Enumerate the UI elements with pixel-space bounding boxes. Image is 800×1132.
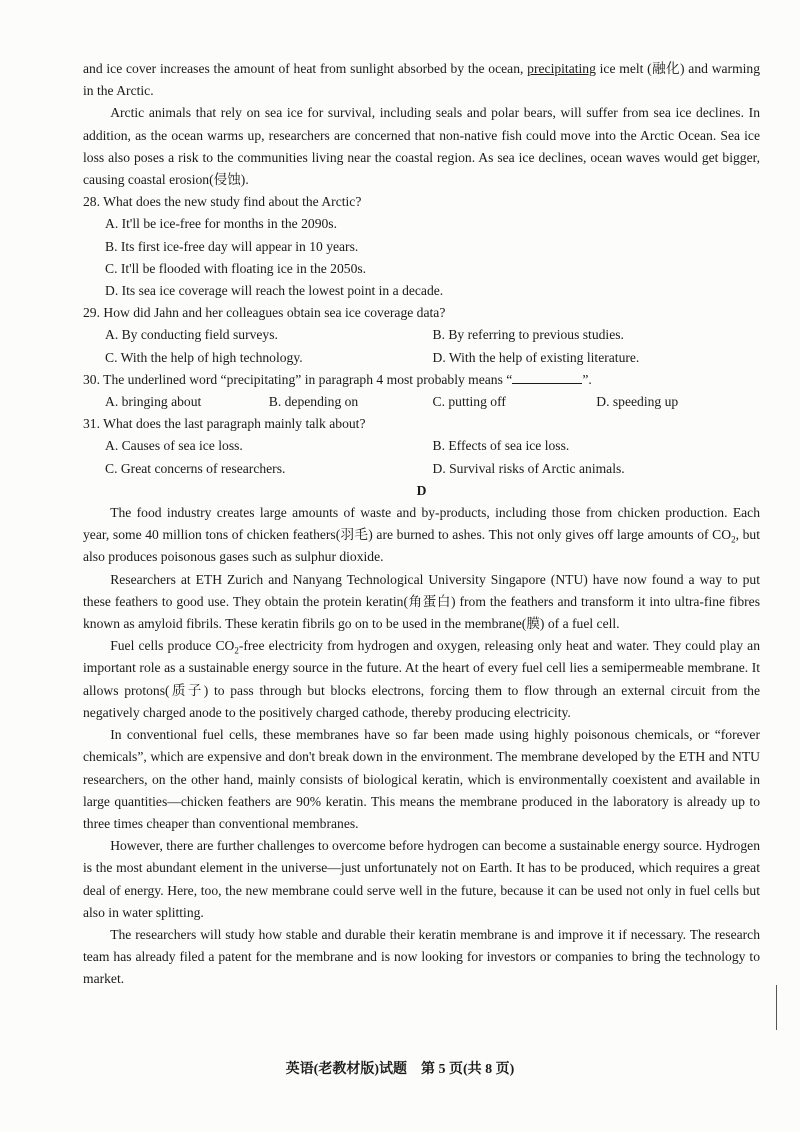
answer-blank [512, 369, 582, 384]
option-b[interactable]: B. depending on [268, 394, 359, 410]
option-b[interactable]: B. By referring to previous studies. [432, 327, 624, 343]
option-d[interactable]: D. Survival risks of Arctic animals. [432, 460, 625, 476]
option-c[interactable]: C. putting off [432, 394, 506, 410]
question-29 [83, 302, 760, 369]
exam-page [83, 58, 760, 991]
question-stem: 30. The underlined word “precipitating” in paragraph 4 most probably means “ ”. [83, 369, 760, 391]
question-31 [83, 413, 760, 480]
section-title: D [416, 482, 427, 498]
passage-c-paragraph-4: and ice cover increases the amount of heat from sunlight absorbed by the ocean, precipitating ice melt (融化) and warming in the Arctic. [83, 61, 761, 99]
passage-d-paragraph-4: In conventional fuel cells, these membranes have so far been made using highly poisonous chemicals, or “forever chemicals”, which are expensive and don't break down in the environment. The membrane developed by the ETH and NTU researchers, on the other hand, mainly consists of biological keratin, which is environmentally coexistent and available in large quantities—chicken feathers are 90% keratin. This means the membrane produced in the laboratory is already up to three times cheaper than conventional membranes. [83, 727, 760, 831]
page-footer: 英语(老教材版)试题 第 5 页(共 8 页) [285, 1062, 515, 1077]
option-a[interactable]: A. Causes of sea ice loss. [105, 438, 243, 454]
passage-d-paragraph-5: However, there are further challenges to overcome before hydrogen can become a sustainable energy source. Hydrogen is the most abundant element in the universe—just unfortunately not on Earth. It has to be produced, which requires a great deal of energy. Here, too, the new membrane could serve well in the future, because it can be used not only in fuel cells but also in water splitting. [83, 838, 760, 920]
question-stem: 28. What does the new study find about the Arctic? [83, 194, 362, 210]
underlined-word: precipitating [527, 61, 596, 76]
option-d[interactable]: D. With the help of existing literature. [432, 349, 640, 365]
passage-d-paragraph-6: The researchers will study how stable and durable their keratin membrane is and improve it if necessary. The research team has already filed a patent for the membrane and is now looking for investors or companies to bring the technology to market. [83, 926, 760, 987]
passage-d-paragraph-1: The food industry creates large amounts of waste and by-products, including those from chicken production. Each year, some 40 million tons of chicken feathers(羽毛) are burned to ashes. This not only gives off large amounts of $CO_2$, but also produces poisonous gases such as sulphur dioxide. [83, 505, 761, 565]
passage-c-last-paragraph: Arctic animals that rely on sea ice for survival, including seals and polar bears, will suffer from sea ice declines. In addition, as the ocean warms up, researchers are concerned that non-native fish could move into the Arctic Ocean. Sea ice loss also poses a risk to the communities living near the coastal region. As sea ice declines, ocean waves would get bigger, causing coastal erosion(侵蚀). [83, 105, 760, 188]
passage-d-paragraph-3: Fuel cells produce $CO_2$-free electricity from hydrogen and oxygen, releasing only heat and water. They could play an important role as a sustainable energy source in the future. At the heart of every fuel cell lies a semipermeable membrane. It allows protons(质子) to pass through but blocks electrons, forcing them to flow through an external circuit from the negatively charged anode to the positively charged cathode, thereby producing electricity. [83, 638, 760, 720]
option-b[interactable]: B. Its first ice-free day will appear in 10 years. [105, 238, 359, 254]
question-stem: 29. How did Jahn and her colleagues obtain sea ice coverage data? [83, 305, 446, 321]
margin-rule [776, 985, 777, 1030]
option-c[interactable]: C. Great concerns of researchers. [105, 460, 286, 476]
option-d[interactable]: D. Its sea ice coverage will reach the lowest point in a decade. [105, 283, 444, 299]
passage-d-paragraph-2: Researchers at ETH Zurich and Nanyang Technological University Singapore (NTU) have now found a way to put these feathers to good use. They obtain the protein keratin(角蛋白) from the feathers and transform it into ultra-fine fibres known as amyloid fibrils. These keratin fibrils go on to be used in the membrane(膜) of a fuel cell. [83, 571, 760, 632]
option-d[interactable]: D. speeding up [596, 394, 679, 410]
question-28 [83, 191, 760, 302]
option-c[interactable]: C. With the help of high technology. [105, 349, 303, 365]
option-a[interactable]: A. It'll be ice-free for months in the 2090s. [105, 216, 337, 232]
question-stem: 31. What does the last paragraph mainly talk about? [83, 416, 366, 432]
question-30 [83, 369, 760, 413]
option-b[interactable]: B. Effects of sea ice loss. [432, 438, 570, 454]
option-c[interactable]: C. It'll be flooded with floating ice in the 2050s. [105, 260, 367, 276]
option-a[interactable]: A. bringing about [105, 394, 202, 410]
option-a[interactable]: A. By conducting field surveys. [105, 327, 278, 343]
